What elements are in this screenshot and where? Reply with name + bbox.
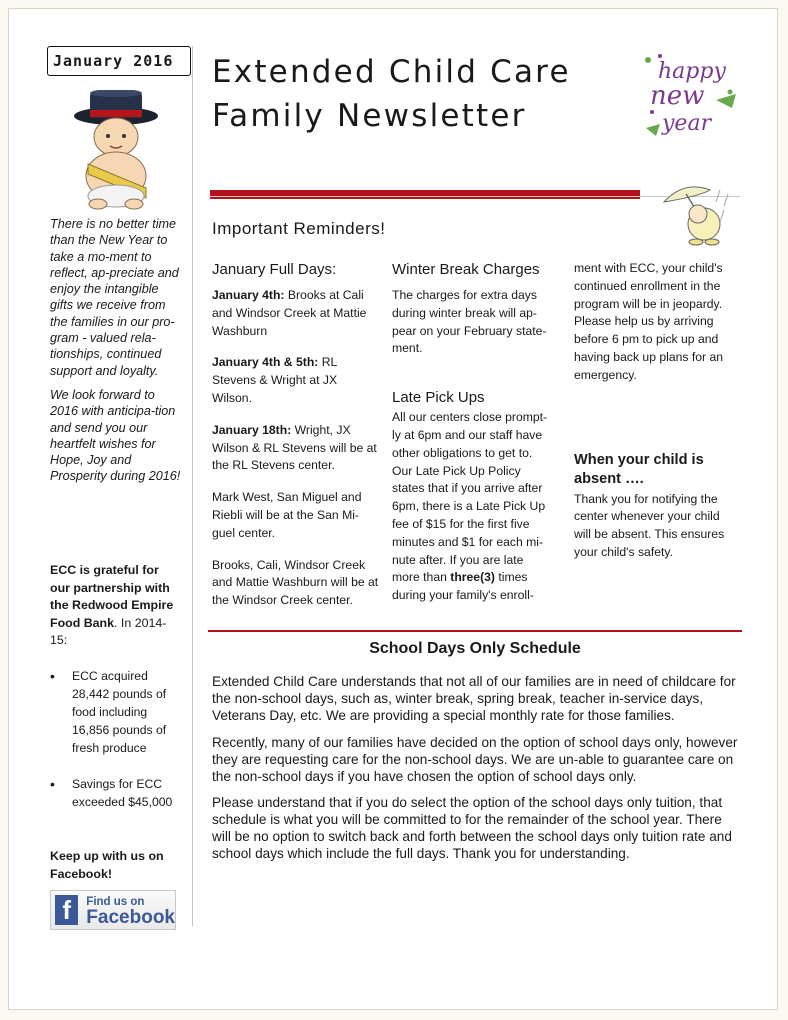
- schedule-paragraph: Recently, many of our families have decided on the option of school days only, however they are requesting care for the non-school days. We are un-able to guarantee care on the non-school days if you have chosen the option of school days only.: [212, 734, 738, 784]
- list-item: • ECC acquired 28,442 pounds of food including 16,856 pounds of fresh produce: [50, 667, 186, 757]
- intro-paragraph-1: There is no better time than the New Year to take a mo-ment to reflect, ap-preciate and enjoy the intangible gifts we receive from the families in our pro-gram - valued rela-tionships, continued support and loyalty.: [50, 217, 179, 378]
- late-pickup-policy: All our centers close prompt-ly at 6pm and our staff have other obligations to get to. Our Late Pick Up Policy states that if you arrive after 6pm, there is a Late Pick Up fee of $15 for the first five minutes and $1 for each mi-nute after. If you are late more than: [392, 410, 548, 585]
- full-days-date: January 4th & 5th:: [212, 355, 319, 370]
- hny-word-new: new: [650, 81, 705, 111]
- late-pickup-heading: Late Pick Ups: [392, 389, 485, 407]
- full-days-detail: RL Stevens & Wright at JX Wilson.: [212, 355, 338, 405]
- food-bank-statement: [50, 562, 182, 650]
- schedule-paragraph: Extended Child Care understands that not all of our families are in need of childcare for the non-school days, such as, winter break, spring break, teacher in-service days, Veterans Day, etc. We are providing a special monthly rate for those families.: [212, 674, 736, 723]
- list-item: • Savings for ECC exceeded $45,000: [50, 775, 186, 811]
- intro-paragraph-2: We look forward to 2016 with anticipa-tion and send you our heartfelt wishes for Hope, Joy and Prosperity during 2016!: [50, 387, 181, 484]
- full-days-item: [212, 287, 380, 340]
- schedule-heading: School Days Only Schedule: [369, 640, 581, 657]
- schedule-rule: [208, 630, 742, 632]
- full-days-date: January 18th:: [212, 422, 292, 437]
- full-days-column: [212, 260, 380, 624]
- date-box: [47, 46, 191, 76]
- facebook-icon: f: [55, 895, 78, 925]
- umbrella-character-illustration: [660, 180, 734, 246]
- food-bank-bold: ECC is grateful for our partnership with the Redwood Empire Food Bank: [50, 563, 174, 630]
- header-rule-red: [210, 190, 640, 199]
- sidebar-intro: [50, 216, 182, 493]
- charges-column: [392, 260, 554, 619]
- late-pickup-text: [392, 409, 554, 605]
- happy-new-year-graphic: [640, 52, 740, 142]
- full-days-item: [212, 422, 380, 475]
- facebook-button[interactable]: [50, 890, 176, 930]
- food-bank-bullets: [50, 667, 186, 829]
- sidebar-divider: [192, 46, 193, 926]
- full-days-date: January 4th:: [212, 288, 285, 302]
- important-reminders-heading: Important Reminders!: [212, 219, 386, 238]
- absent-text: Thank you for notifying the center whenever your child will be absent. This ensures your child's safety.: [574, 491, 725, 559]
- schedule-body: [212, 674, 740, 873]
- enrollment-column: [574, 260, 738, 576]
- late-pickup-continued: ment with ECC, your child's continued enrollment in the program will be in jeopardy. Please help us by arriving before 6 pm to pick up and having back up plans for an emergency.: [574, 261, 724, 382]
- facebook-find-text: Find us on: [86, 896, 145, 908]
- hny-word-year: year: [662, 111, 712, 136]
- full-days-heading: January Full Days:: [212, 261, 337, 278]
- facebook-label: [86, 894, 175, 926]
- late-pickup-limit: three(3): [450, 570, 495, 585]
- facebook-prompt: Keep up with us on Facebook!: [50, 849, 164, 881]
- food-bank-year: . In 2014-15:: [50, 615, 167, 647]
- windsor-creek-note: Brooks, Cali, Windsor Creek and Mattie Washburn will be at the Windsor Creek center.: [212, 557, 379, 608]
- winter-break-text: The charges for extra days during winter break will ap-pear on your February state-ment.: [392, 288, 547, 356]
- full-days-item: [212, 354, 380, 407]
- schedule-paragraph: Please understand that if you do select the option of the school days only tuition, that schedule is what you will be committed to for the remainder of the school year. There will be no option to switch back and forth between the school days only tuition rate and school days which include the full days. Thank you for understanding.: [212, 795, 732, 862]
- hny-word-happy: happy: [658, 59, 726, 84]
- newsletter-title: Extended Child Care Family Newsletter: [212, 54, 571, 134]
- late-pickup-tail: times during your family's enroll-: [392, 570, 534, 603]
- issue-date: January 2016: [53, 52, 174, 70]
- facebook-name-text: Facebook: [86, 907, 175, 928]
- new-year-baby-illustration: [62, 90, 172, 210]
- winter-break-heading: Winter Break Charges: [392, 261, 540, 278]
- absent-heading: When your child is absent ….: [574, 451, 704, 487]
- full-days-detail: Wright, JX Wilson & RL Stevens will be at the RL Stevens center.: [212, 422, 377, 473]
- san-miguel-note: Mark West, San Miguel and Riebli will be at the San Mi-guel center.: [212, 490, 362, 540]
- full-days-detail: Brooks at Cali and Windsor Creek at Mattie Washburn: [212, 288, 367, 338]
